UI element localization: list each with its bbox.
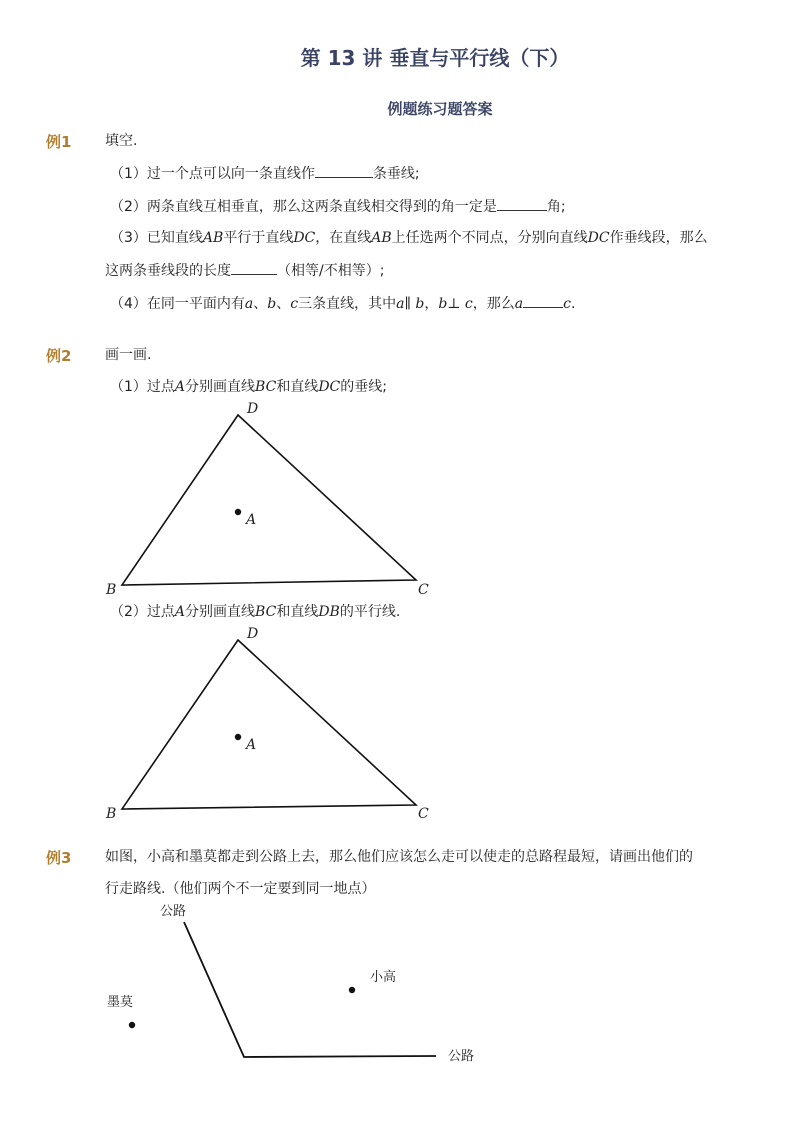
q1-text: （1）过点 [110, 379, 175, 395]
math-var: DC [293, 230, 316, 246]
math-var: a [514, 296, 524, 312]
math-var: AB [371, 230, 392, 246]
q4-text: . [570, 296, 576, 312]
q4-text: 、 [253, 296, 268, 312]
q3-text: 平行于直线 [223, 230, 294, 246]
q2-text: 分别画直线 [185, 604, 256, 620]
vertex-label-d: D [247, 626, 259, 642]
q2-text: 的平行线. [339, 604, 401, 620]
math-var: DC [587, 230, 610, 246]
q2-text-b: 角; [546, 199, 566, 215]
q2-text: （2）过点 [110, 604, 175, 620]
q2-text-a: （2）两条直线互相垂直，那么这两条直线相交得到的角一定是 [110, 199, 497, 215]
q4-text: ， [424, 296, 439, 312]
math-var: A [174, 379, 186, 395]
q1-text: 的垂线; [340, 379, 387, 395]
example-1-intro: 填空. [105, 133, 138, 149]
q3-text: ，在直线 [315, 230, 372, 246]
q3-text: 上任选两个不同点，分别向直线 [391, 230, 588, 246]
q4-text: 、 [276, 296, 291, 312]
math-var: a [244, 296, 254, 312]
math-var: DB [318, 604, 340, 620]
example-3-text-line-2: 行走路线.（他们两个不一定要到同一地点） [105, 881, 376, 897]
q3-text: 作垂线段，那么 [609, 230, 708, 246]
q1-text: 和直线 [276, 379, 319, 395]
math-var: c [290, 296, 299, 312]
math-var: DC [318, 379, 341, 395]
q4-text: 三条直线，其中 [298, 296, 397, 312]
math-var: BC [255, 379, 277, 395]
q3-text: 这两条垂线段的长度 [105, 263, 231, 279]
vertex-label-b: B [106, 806, 117, 822]
page-subtitle: 例题练习题答案 [387, 100, 493, 118]
math-var: c [563, 296, 571, 312]
page-title: 第 13 讲 垂直与平行线（下） [300, 46, 570, 70]
example-2-intro: 画一画. [105, 347, 152, 363]
person-label-xiaogao: 小高 [370, 970, 397, 985]
example-3-label: 例3 [46, 849, 72, 867]
math-var: A [174, 604, 186, 620]
q2-text: 和直线 [276, 604, 319, 620]
math-var: BC [255, 604, 277, 620]
q1-text: 分别画直线 [185, 379, 256, 395]
q3-text: （相等/不相等）; [277, 263, 385, 279]
math-var: b [267, 296, 277, 312]
q1-text-b: 条垂线; [372, 166, 420, 182]
vertex-label-b: B [106, 582, 117, 598]
vertex-label-c: C [418, 582, 429, 598]
q3-text: （3）已知直线 [110, 230, 203, 246]
person-label-momo: 墨莫 [107, 995, 134, 1010]
math-relation: a∥ b [396, 296, 425, 312]
example-2-label: 例2 [46, 347, 72, 365]
person-momo-dot [129, 1022, 135, 1028]
road-label-top: 公路 [160, 904, 187, 919]
point-label-a: A [246, 737, 257, 753]
road-path [184, 922, 436, 1057]
vertex-label-d: D [247, 401, 259, 417]
q4-text: （4）在同一平面内有 [110, 296, 245, 312]
point-label-a: A [246, 512, 257, 528]
example-3-text-line-1: 如图，小高和墨莫都走到公路上去，那么他们应该怎么走可以使走的总路程最短，请画出他们的 [105, 849, 693, 865]
example-1-label: 例1 [46, 133, 72, 151]
road-label-right: 公路 [448, 1049, 475, 1064]
q1-text-a: （1）过一个点可以向一条直线作 [110, 166, 315, 182]
vertex-label-c: C [418, 806, 429, 822]
math-relation: b⊥ c [438, 296, 473, 312]
person-xiaogao-dot [349, 987, 355, 993]
math-var: AB [202, 230, 224, 246]
q4-text: ，那么 [472, 296, 515, 312]
